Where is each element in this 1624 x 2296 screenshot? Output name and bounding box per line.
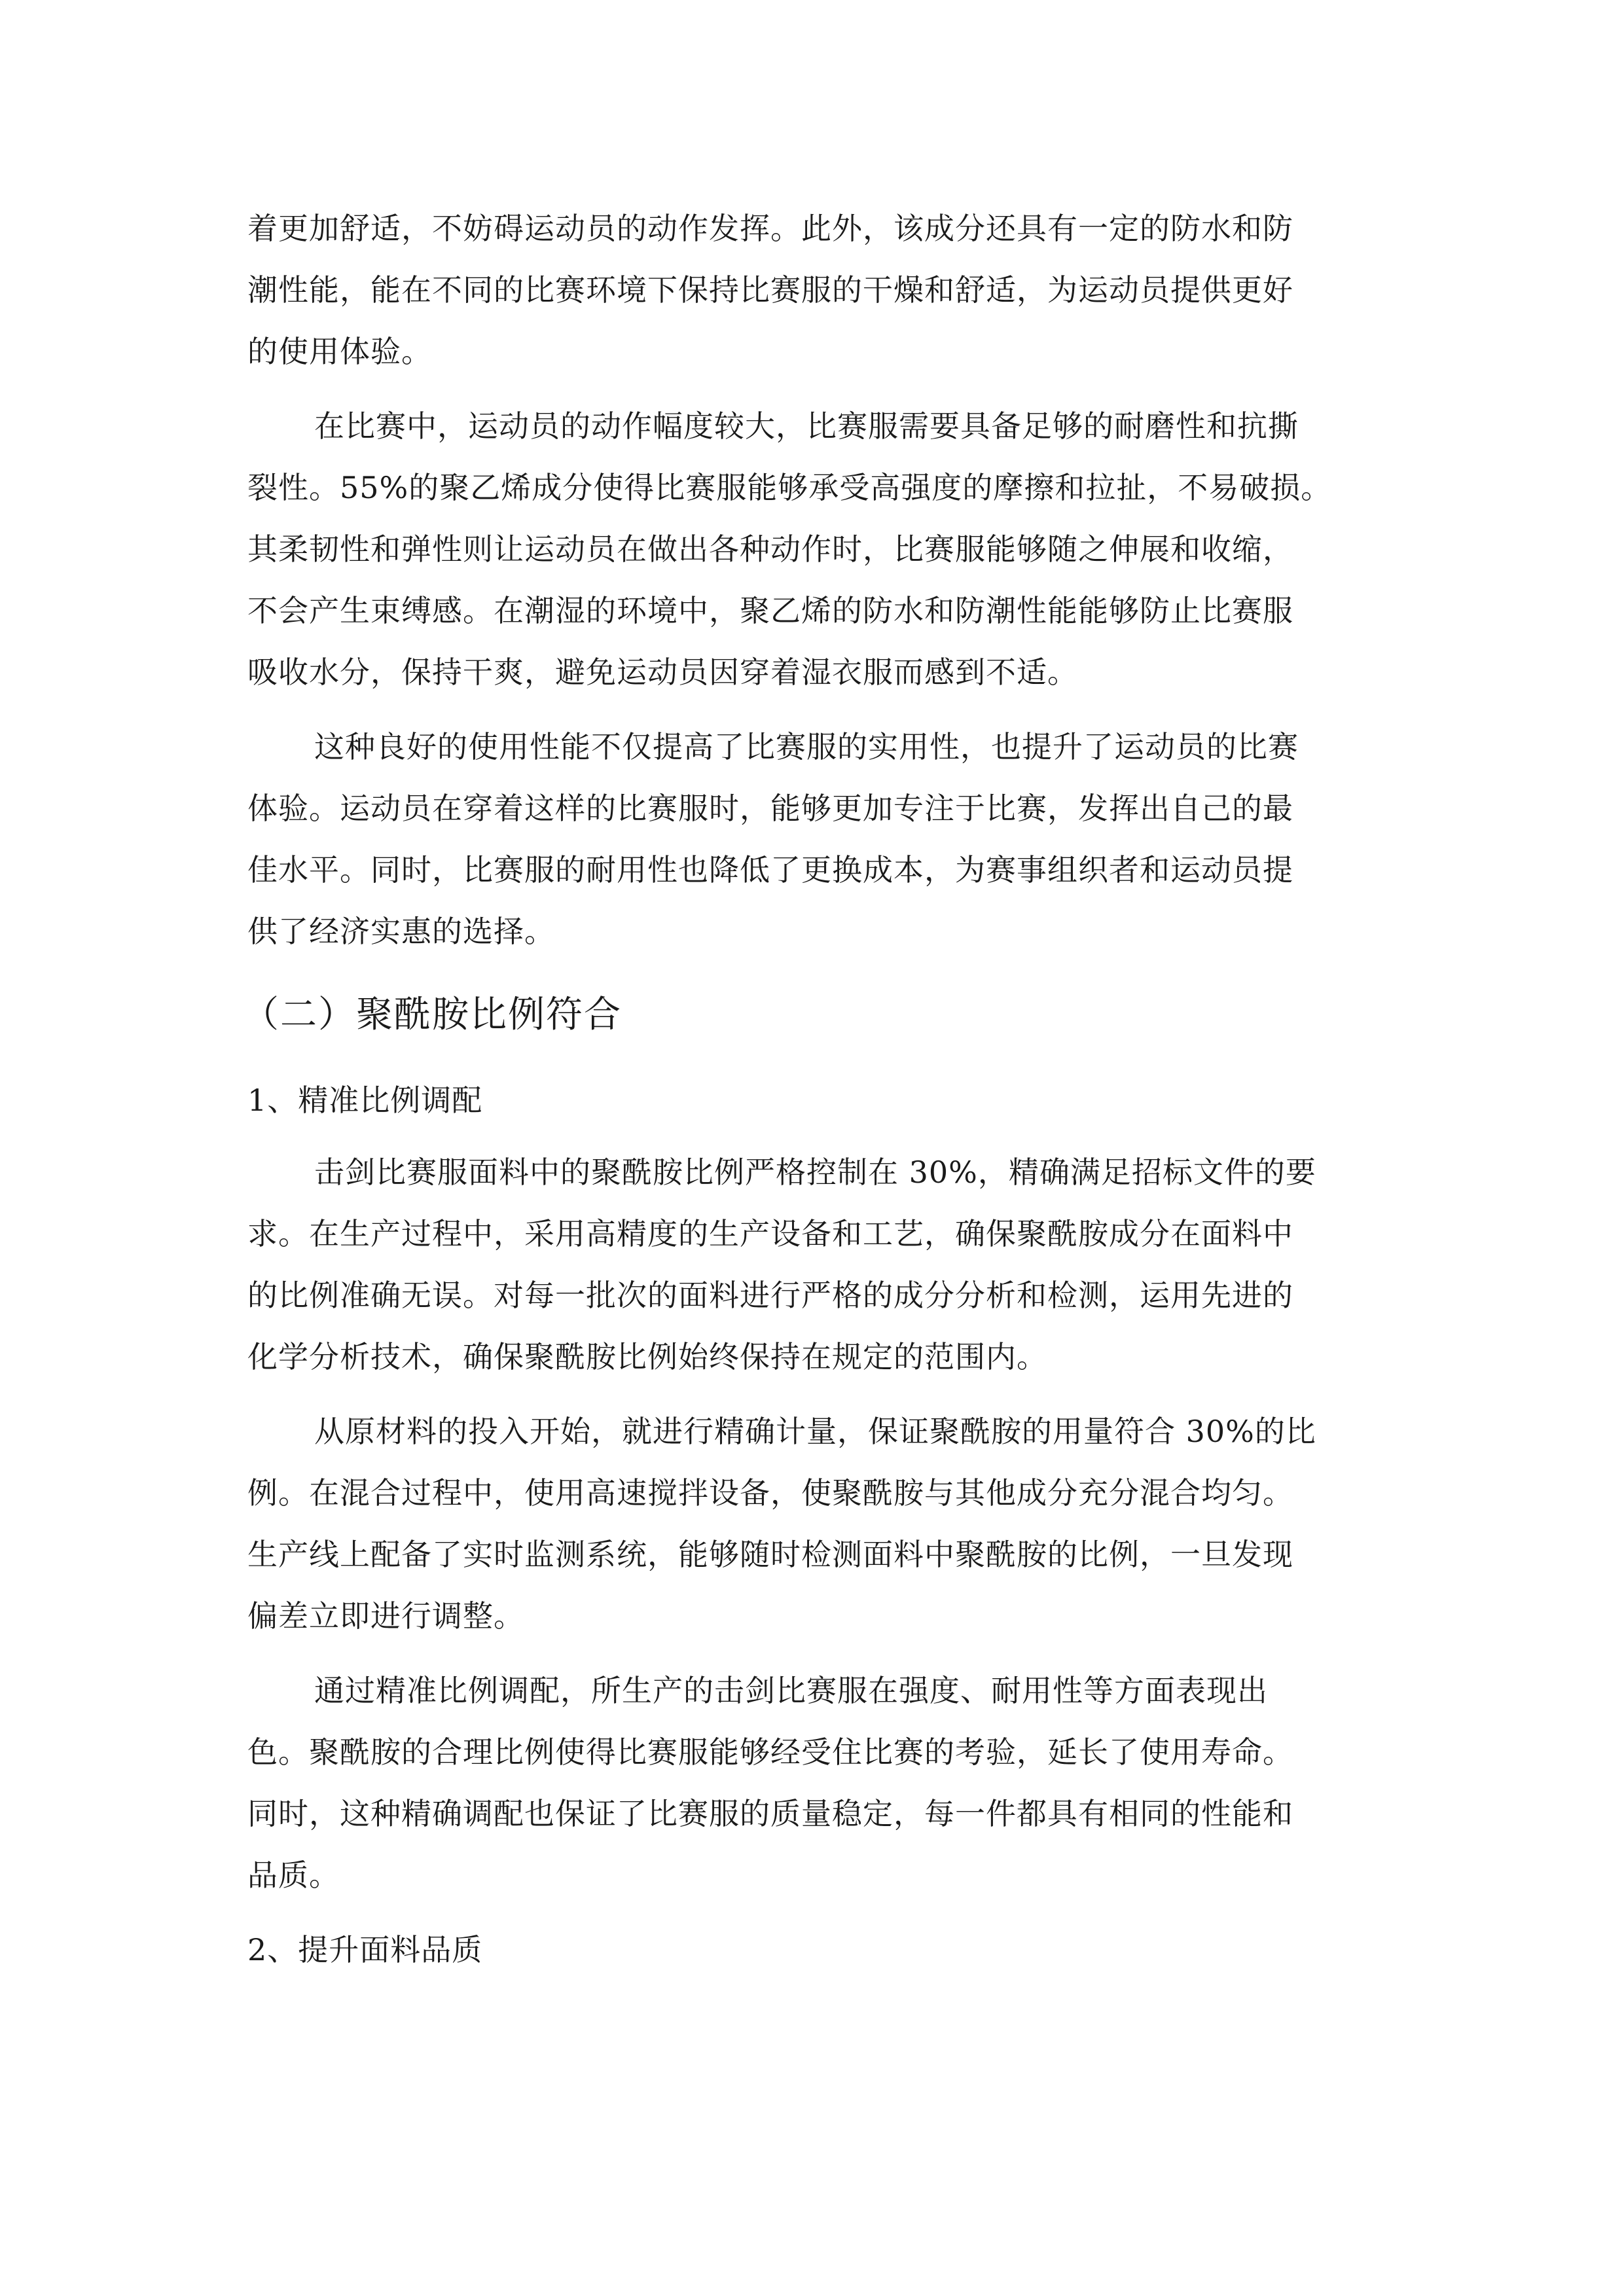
paragraph-line: 偏差立即进行调整。 [247, 1598, 524, 1634]
paragraph-line: 色。聚酰胺的合理比例使得比赛服能够经受住比赛的考验，延长了使用寿命。 [247, 1734, 1293, 1770]
section-heading: （二）聚酰胺比例符合 [242, 994, 622, 1036]
paragraph-line: 从原材料的投入开始，就进行精确计量，保证聚酰胺的用量符合 30%的比 [314, 1414, 1316, 1449]
paragraph-line: 化学分析技术，确保聚酰胺比例始终保持在规定的范围内。 [247, 1339, 1047, 1374]
paragraph-line: 体验。运动员在穿着这样的比赛服时，能够更加专注于比赛，发挥出自己的最 [247, 791, 1293, 826]
subsection-title: 2、提升面料品质 [247, 1932, 483, 1967]
paragraph-line: 吸收水分，保持干爽，避免运动员因穿着湿衣服而感到不适。 [247, 655, 1078, 690]
paragraph-line: 供了经济实惠的选择。 [247, 914, 555, 949]
paragraph-line: 这种良好的使用性能不仅提高了比赛服的实用性，也提升了运动员的比赛 [314, 729, 1299, 764]
paragraph-line: 裂性。55%的聚乙烯成分使得比赛服能够承受高强度的摩擦和拉扯，不易破损。 [247, 470, 1332, 505]
paragraph-line: 击剑比赛服面料中的聚酰胺比例严格控制在 30%，精确满足招标文件的要 [314, 1155, 1316, 1190]
paragraph-line: 生产线上配备了实时监测系统，能够随时检测面料中聚酰胺的比例，一旦发现 [247, 1537, 1293, 1572]
paragraph-line: 的比例准确无误。对每一批次的面料进行严格的成分分析和检测，运用先进的 [247, 1278, 1293, 1313]
paragraph-line: 求。在生产过程中，采用高精度的生产设备和工艺，确保聚酰胺成分在面料中 [247, 1216, 1293, 1251]
paragraph-line: 不会产生束缚感。在潮湿的环境中，聚乙烯的防水和防潮性能能够防止比赛服 [247, 593, 1293, 628]
paragraph-line: 同时，这种精确调配也保证了比赛服的质量稳定，每一件都具有相同的性能和 [247, 1796, 1293, 1831]
paragraph-line: 着更加舒适，不妨碍运动员的动作发挥。此外，该成分还具有一定的防水和防 [247, 211, 1293, 246]
paragraph-line: 潮性能，能在不同的比赛环境下保持比赛服的干燥和舒适，为运动员提供更好 [247, 272, 1293, 308]
paragraph-line: 例。在混合过程中，使用高速搅拌设备，使聚酰胺与其他成分充分混合均匀。 [247, 1475, 1293, 1511]
paragraph-line: 其柔韧性和弹性则让运动员在做出各种动作时，比赛服能够随之伸展和收缩， [247, 531, 1293, 567]
paragraph-line: 在比赛中，运动员的动作幅度较大，比赛服需要具备足够的耐磨性和抗撕 [314, 408, 1299, 444]
subsection-title: 1、精准比例调配 [247, 1083, 483, 1118]
paragraph-line: 通过精准比例调配，所生产的击剑比赛服在强度、耐用性等方面表现出 [314, 1673, 1268, 1708]
paragraph-line: 的使用体验。 [247, 334, 432, 369]
paragraph-line: 品质。 [247, 1857, 340, 1893]
paragraph-line: 佳水平。同时，比赛服的耐用性也降低了更换成本，为赛事组织者和运动员提 [247, 852, 1293, 888]
